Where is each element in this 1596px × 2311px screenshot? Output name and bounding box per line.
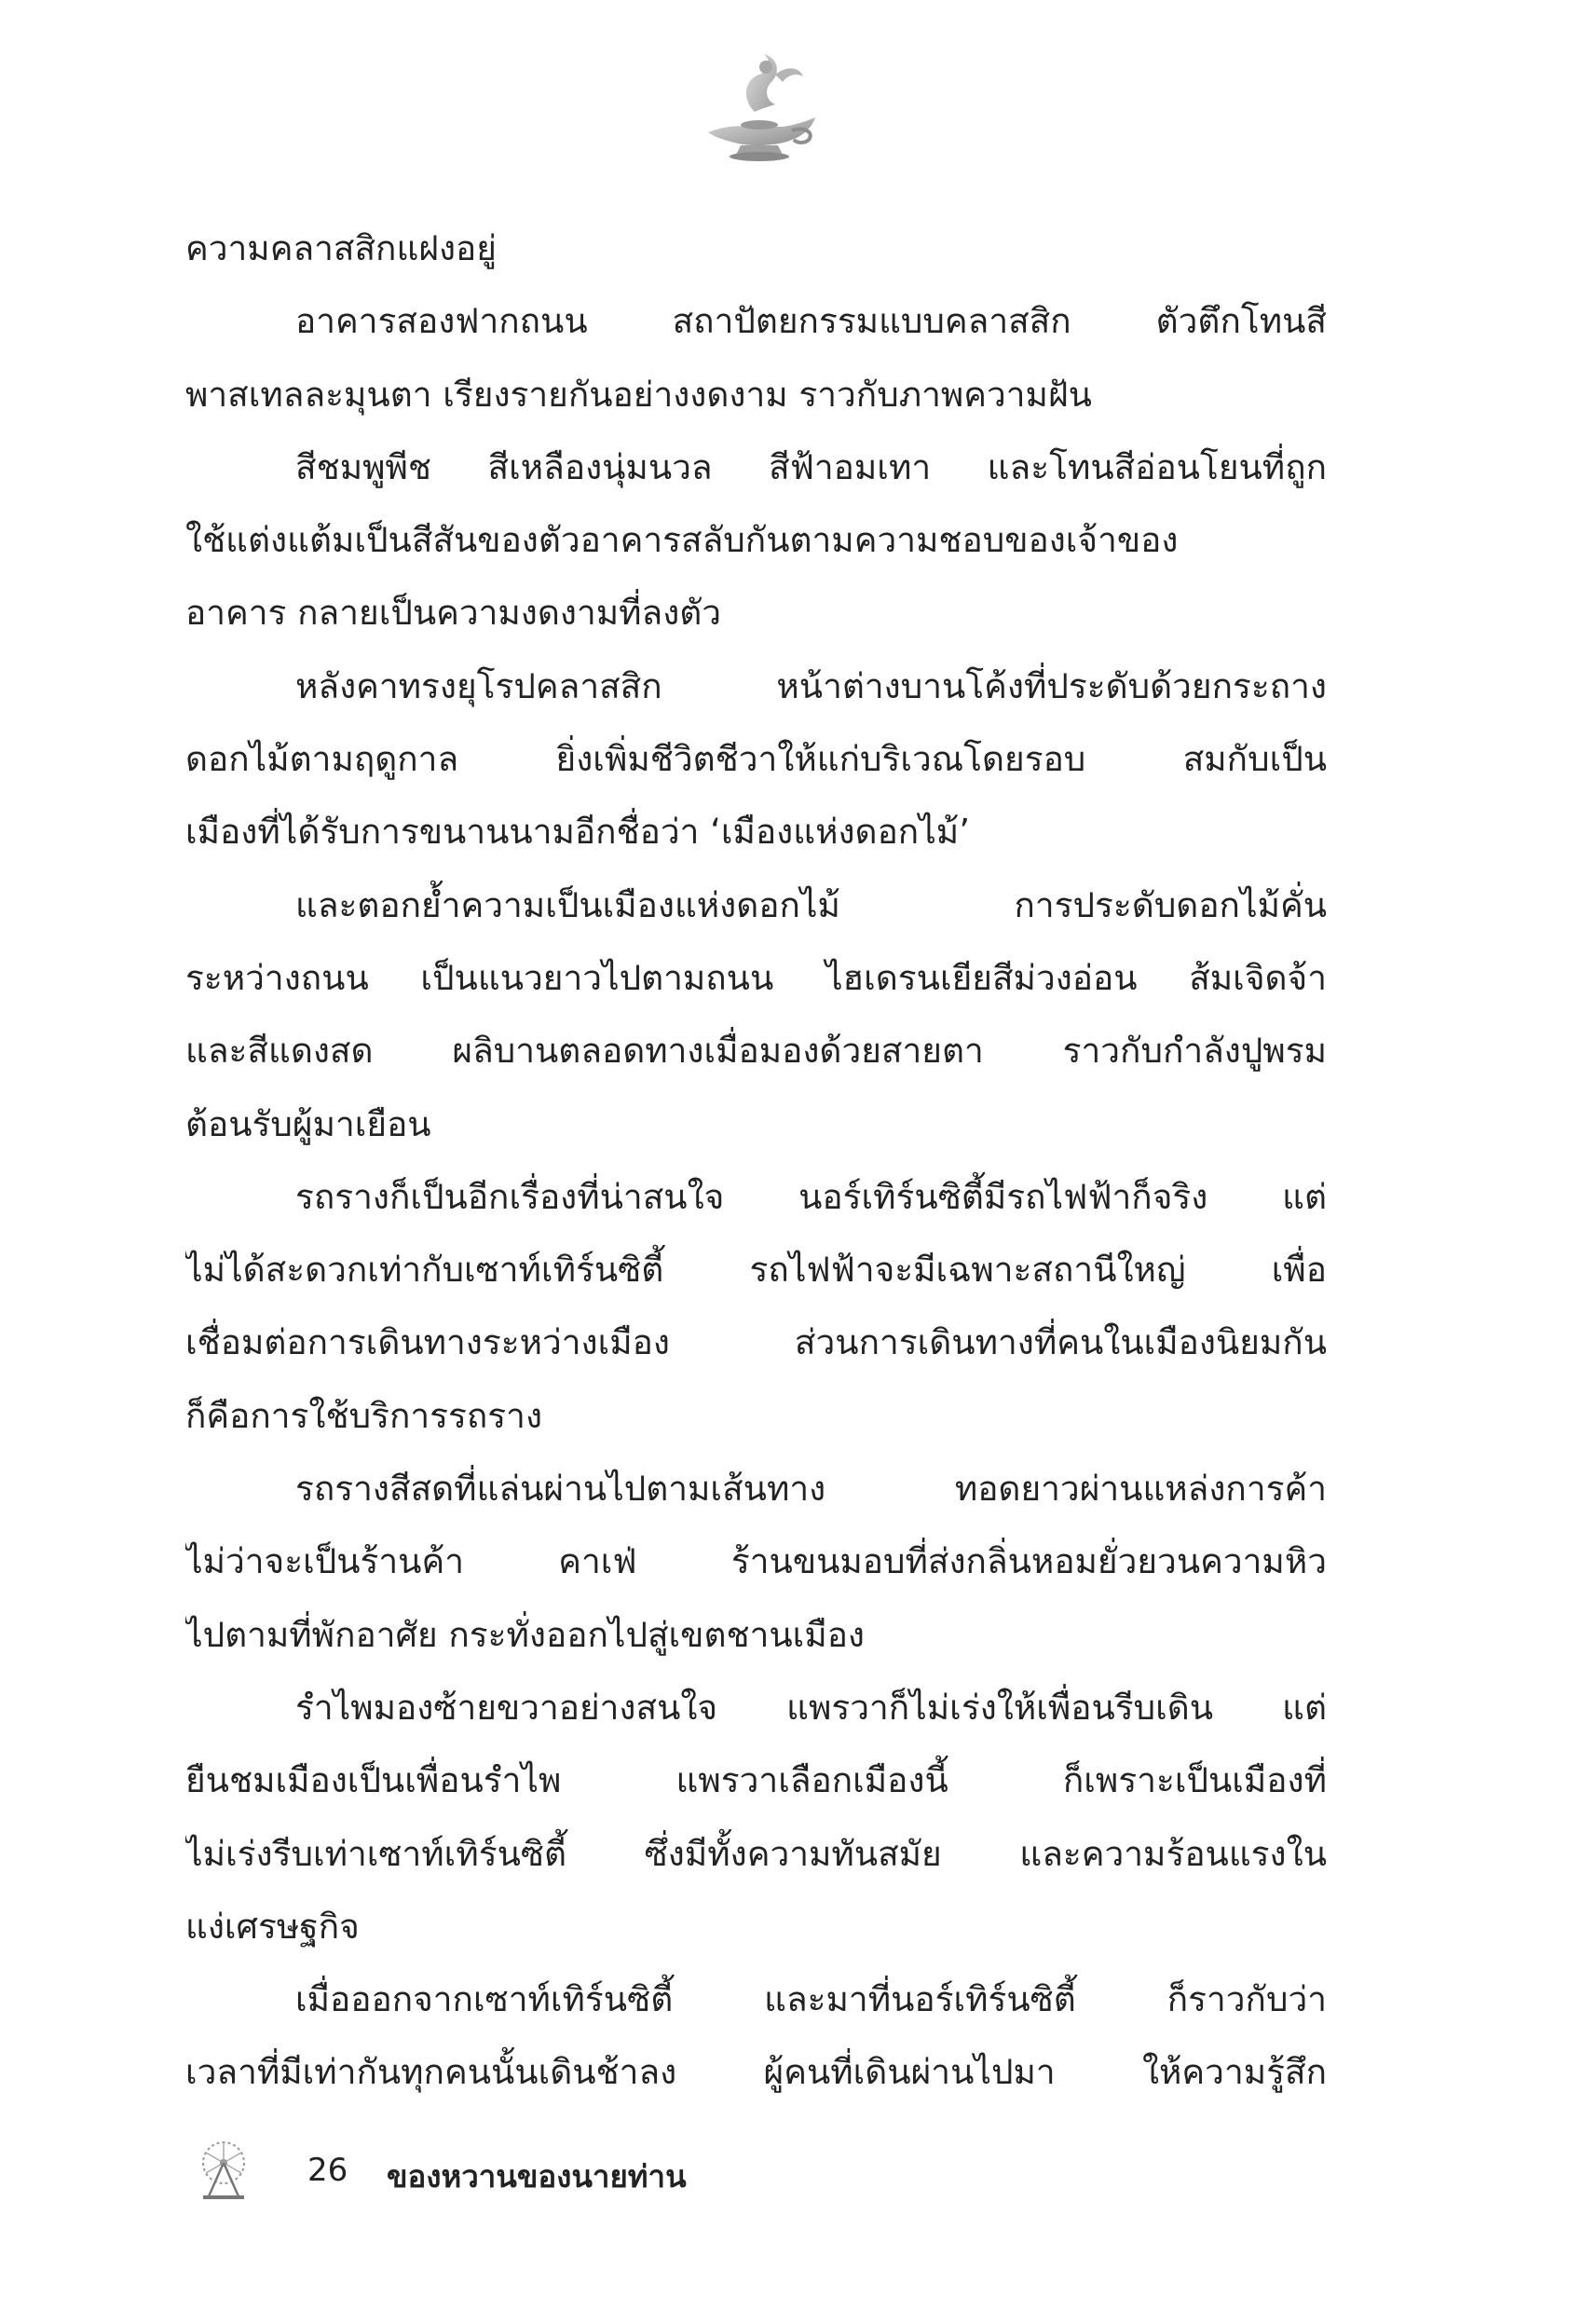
text-line: ระหว่างถนน เป็นแนวยาวไปตามถนน ไฮเดรนเยียสีม่วงอ่อน ส้มเจิดจ้า [185,957,1327,998]
text-line: ไม่ได้สะดวกเท่ากับเซาท์เทิร์นซิตี้ รถไฟฟ้าจะมีเฉพาะสถานีใหญ่ เพื่อ [185,1250,1327,1291]
text-line: และสีแดงสด ผลิบานตลอดทางเมื่อมองด้วยสายตา ราวกับกำลังปูพรม [185,1031,1327,1072]
text-line: อาคาร กลายเป็นความงดงามที่ลงตัว [185,593,722,634]
genie-lamp-icon [689,47,829,168]
text-line: ไปตามที่พักอาศัย กระทั่งออกไปสู่เขตชานเมือง [185,1614,865,1655]
text-line: เมืองที่ได้รับการขนานนามอีกชื่อว่า ‘เมืองแห่งดอกไม้’ [185,812,970,853]
ferris-wheel-icon [196,2139,252,2200]
text-line: ดอกไม้ตามฤดูกาล ยิ่งเพิ่มชีวิตชีวาให้แก่บริเวณโดยรอบ สมกับเป็น [185,739,1327,780]
text-line: ต้อนรับผู้มาเยือน [185,1103,431,1144]
text-line: พาสเทลละมุนตา เรียงรายกันอย่างงดงาม ราวกับภาพความฝัน [185,374,1092,415]
text-line: เมื่อออกจากเซาท์เทิร์นซิตี้ และมาที่นอร์เทิร์นซิตี้ ก็ราวกับว่า [295,1979,1327,2020]
text-line: ไม่ว่าจะเป็นร้านค้า คาเฟ่ ร้านขนมอบที่ส่งกลิ่นหอมยั่วยวนความหิว [185,1541,1327,1582]
text-line: ความคลาสสิกแฝงอยู่ [185,228,497,268]
text-line: แง่เศรษฐกิจ [185,1906,360,1947]
page-footer [196,2139,848,2204]
book-title: ของหวานของนายท่าน [387,2158,687,2195]
text-line: เชื่อมต่อการเดินทางระหว่างเมือง ส่วนการเดินทางที่คนในเมืองนิยมกัน [185,1322,1327,1363]
text-line: รถรางสีสดที่แล่นผ่านไปตามเส้นทาง ทอดยาวผ่านแหล่งการค้า [295,1469,1327,1510]
text-line: อาคารสองฟากถนน สถาปัตยกรรมแบบคลาสสิก ตัวตึกโทนสี [295,301,1327,342]
text-line: ไม่เร่งรีบเท่าเซาท์เทิร์นซิตี้ ซึ่งมีทั้งความทันสมัย และความร้อนแรงใน [185,1833,1327,1874]
text-line: เวลาที่มีเท่ากันทุกคนนั้นเดินช้าลง ผู้คนที่เดินผ่านไปมา ให้ความรู้สึก [185,2052,1327,2093]
body-text [185,212,1327,2110]
page-number: 26 [307,2152,348,2189]
text-line: หลังคาทรงยุโรปคลาสสิก หน้าต่างบานโค้งที่ประดับด้วยกระถาง [295,665,1327,706]
text-line: ก็คือการใช้บริการรถราง [185,1395,543,1436]
text-line: ใช้แต่งแต้มเป็นสีสันของตัวอาคารสลับกันตามความชอบของเจ้าของ [185,520,1179,561]
text-line: รถรางก็เป็นอีกเรื่องที่น่าสนใจ นอร์เทิร์นซิตี้มีรถไฟฟ้าก็จริง แต่ [295,1176,1327,1217]
text-line: รำไพมองซ้ายขวาอย่างสนใจ แพรวาก็ไม่เร่งให้เพื่อนรีบเดิน แต่ [295,1687,1327,1728]
text-line: ยืนชมเมืองเป็นเพื่อนรำไพ แพรวาเลือกเมืองนี้ ก็เพราะเป็นเมืองที่ [185,1760,1327,1801]
text-line: และตอกย้ำความเป็นเมืองแห่งดอกไม้ การประดับดอกไม้คั่น [295,884,1327,925]
text-line: สีชมพูพีช สีเหลืองนุ่มนวล สีฟ้าอมเทา และโทนสีอ่อนโยนที่ถูก [295,446,1327,487]
